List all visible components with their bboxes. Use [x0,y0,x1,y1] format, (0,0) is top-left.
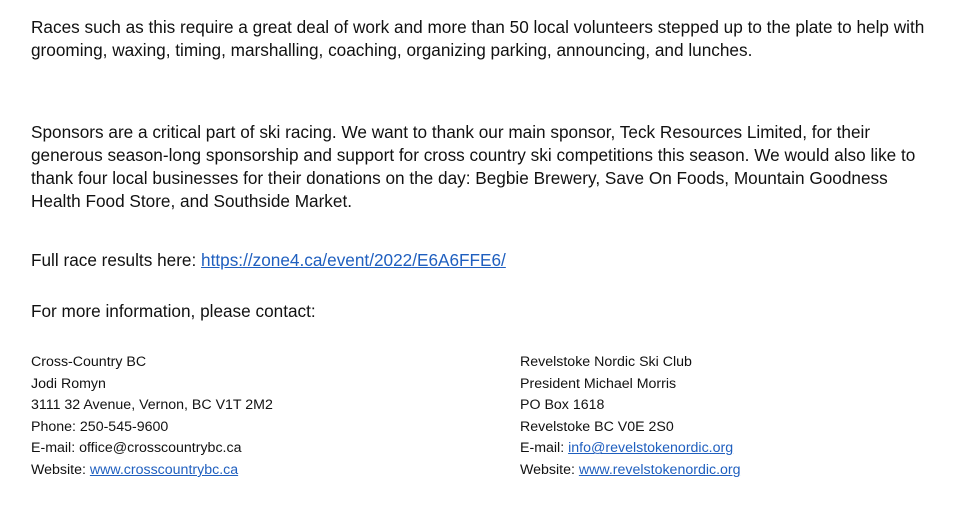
email-label: E-mail: [520,440,569,457]
email-link[interactable]: info@revelstokenordic.org [568,440,734,457]
contact-name: Jodi Romyn [31,375,106,392]
contact-city: Revelstoke BC V0E 2S0 [520,418,674,435]
website-link[interactable]: www.crosscountrybc.ca [89,461,239,478]
contact-email: E-mail: office@crosscountrybc.ca [31,440,242,457]
volunteers-paragraph: Races such as this require a great deal of work and more than 50 local volunteers stepped up to the plate to help with grooming, waxing, timing, marshalling, coaching, organizing parking, announcing, and lunches. [31,17,925,60]
contact-website-line [520,460,741,482]
sponsors-paragraph: Sponsors are a critical part of ski racing. We want to thank our main sponsor, Teck Resources Limited, for their generous season-long sponsorship and support for cross country ski competitions this season. We would also like to thank four local businesses for their donations on the day: Begbie Brewery, Save On Foods, Mountain Goodness Health Food Store, and Southside Market. [31,122,916,211]
race-results-label: Full race results here: [31,250,202,270]
contact-org: Revelstoke Nordic Ski Club [520,354,692,370]
contact-address: 3111 32 Avenue, Vernon, BC V1T 2M2 [31,397,273,414]
website-link[interactable]: www.revelstokenordic.org [578,461,741,478]
website-label: Website: [520,461,579,478]
contact-block-revelstoke-nordic [520,352,741,482]
race-results-link[interactable]: https://zone4.ca/event/2022/E6A6FFE6/ [201,250,506,270]
contact-phone: Phone: 250-545-9600 [31,418,169,435]
website-label: Website: [31,461,90,478]
contact-org: Cross-Country BC [31,354,147,370]
contact-name: President Michael Morris [520,375,677,392]
contact-email-line [520,438,741,460]
contact-website-line [31,460,273,482]
contact-block-cross-country-bc [31,352,273,482]
contact-intro: For more information, please contact: [31,301,316,321]
contact-po-box: PO Box 1618 [520,397,605,414]
race-results-line [31,249,506,272]
